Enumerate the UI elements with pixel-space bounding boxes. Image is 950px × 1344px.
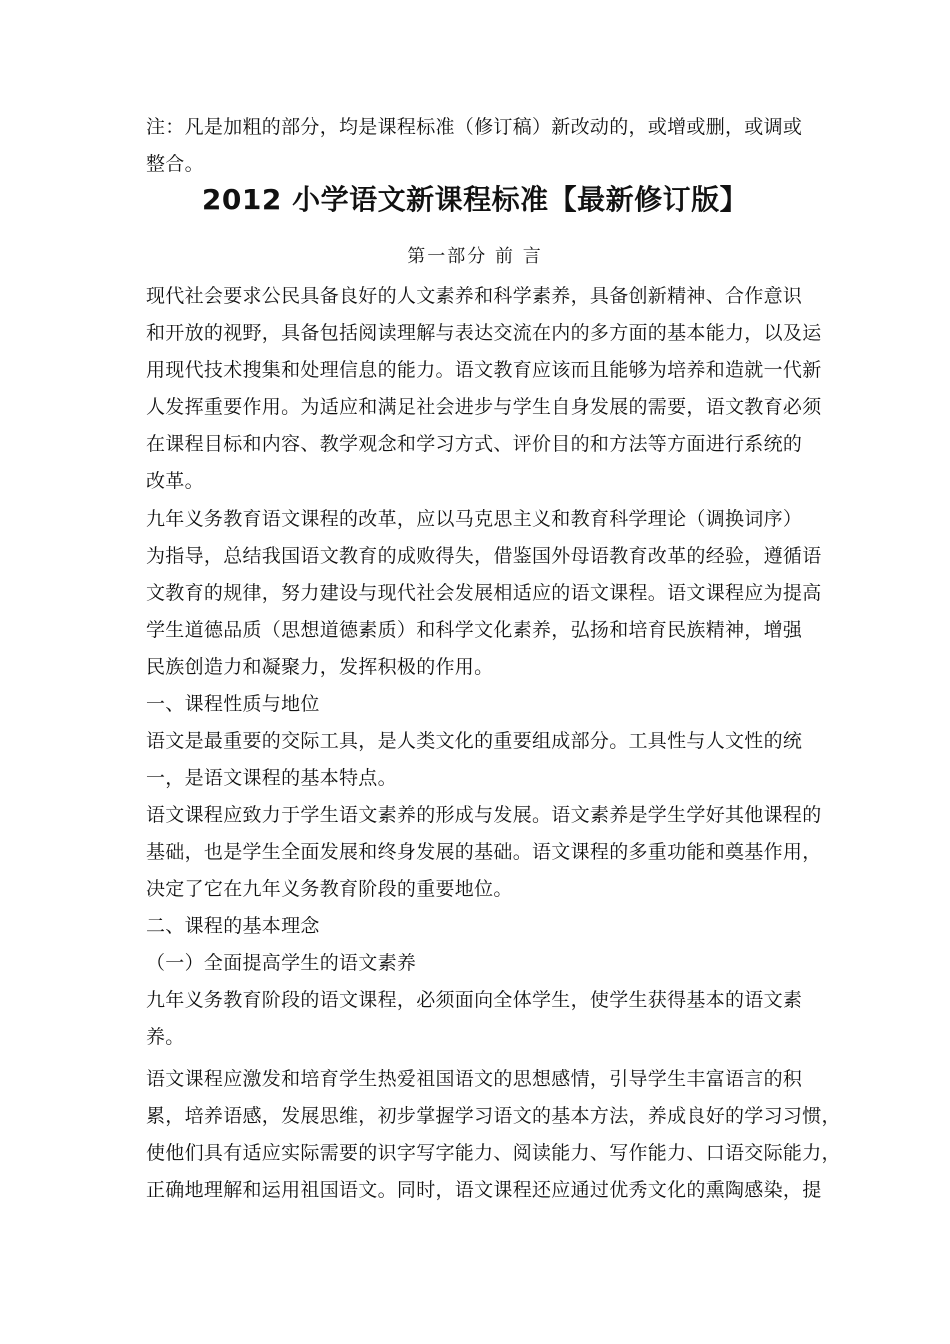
- body-line: 和开放的视野，具备包括阅读理解与表达交流在内的多方面的基本能力，以及运: [146, 322, 822, 344]
- body-line: 养。: [146, 1026, 185, 1048]
- body-line: 使他们具有适应实际需要的识字写字能力、阅读能力、写作能力、口语交际能力，: [146, 1142, 841, 1164]
- note-line-1: 注：凡是加粗的部分，均是课程标准（修订稿）新改动的，或增或删，或调或: [146, 116, 803, 138]
- body-line: 为指导，总结我国语文教育的成败得失，借鉴国外母语教育改革的经验，遵循语: [146, 545, 822, 567]
- body-line: 现代社会要求公民具备良好的人文素养和科学素养，具备创新精神、合作意识: [146, 285, 803, 307]
- body-line: 学生道德品质（思想道德素质）和科学文化素养，弘扬和培育民族精神，增强: [146, 619, 803, 641]
- body-line: 人发挥重要作用。为适应和满足社会进步与学生自身发展的需要，语文教育必须: [146, 396, 822, 418]
- body-line: 语文课程应激发和培育学生热爱祖国语文的思想感情，引导学生丰富语言的积: [146, 1068, 803, 1090]
- body-line: 文教育的规律，努力建设与现代社会发展相适应的语文课程。语文课程应为提高: [146, 582, 822, 604]
- body-line: 决定了它在九年义务教育阶段的重要地位。: [146, 878, 513, 900]
- body-line: 正确地理解和运用祖国语文。同时，语文课程还应通过优秀文化的熏陶感染，提: [146, 1179, 822, 1201]
- body-line: 累，培养语感，发展思维，初步掌握学习语文的基本方法，养成良好的学习习惯，: [146, 1105, 841, 1127]
- body-line: 一，是语文课程的基本特点。: [146, 767, 397, 789]
- body-line: 改革。: [146, 470, 204, 492]
- body-line: 民族创造力和凝聚力，发挥积极的作用。: [146, 656, 494, 678]
- body-line: 九年义务教育语文课程的改革，应以马克思主义和教育科学理论（调换词序）: [146, 508, 803, 530]
- body-line: 用现代技术搜集和处理信息的能力。语文教育应该而且能够为培养和造就一代新: [146, 359, 822, 381]
- section-subheading: 一、课程性质与地位: [146, 693, 320, 715]
- note-line-2: 整合。: [146, 153, 204, 175]
- body-line: 语文课程应致力于学生语文素养的形成与发展。语文素养是学生学好其他课程的: [146, 804, 822, 826]
- body-line: 基础，也是学生全面发展和终身发展的基础。语文课程的多重功能和奠基作用，: [146, 841, 822, 863]
- body-line: 在课程目标和内容、教学观念和学习方式、评价目的和方法等方面进行系统的: [146, 433, 803, 455]
- body-line: 九年义务教育阶段的语文课程，必须面向全体学生，使学生获得基本的语文素: [146, 989, 803, 1011]
- section-subheading: 二、课程的基本理念: [146, 915, 320, 937]
- document-title: 2012 小学语文新课程标准【最新修订版】: [201, 183, 749, 216]
- section-heading: 第一部分 前 言: [407, 246, 543, 267]
- section-subheading: （一）全面提高学生的语文素养: [146, 952, 417, 974]
- body-line: 语文是最重要的交际工具，是人类文化的重要组成部分。工具性与人文性的统: [146, 730, 803, 752]
